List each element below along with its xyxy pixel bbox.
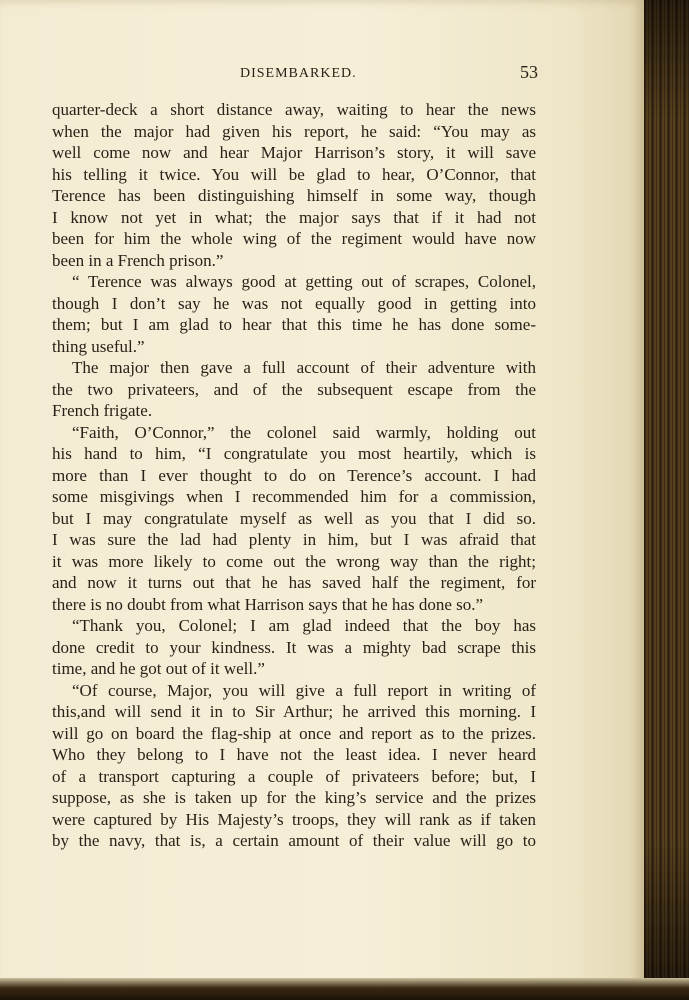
- text-line: French frigate.: [52, 401, 153, 420]
- text-line: by the navy, that is, a certain amount of their value will go to: [52, 831, 536, 850]
- text-line: some misgivings when I recommended him for a commission,: [52, 487, 536, 506]
- text-line: his telling it twice. You will be glad to hear, O’Connor, that: [52, 164, 536, 184]
- text-line: “Faith, O’Connor,” the colonel said warmly, holding out: [72, 422, 536, 442]
- text-line: “ Terence was always good at getting out of scrapes, Colonel,: [72, 272, 536, 291]
- text-line: there is no doubt from what Harrison says that he has done so.”: [52, 594, 484, 614]
- text-line: been in a French prison.”: [52, 250, 224, 270]
- text-line: more than I ever thought to do on Terence’s account. I had: [52, 465, 536, 485]
- text-line: “Thank you, Colonel; I am glad indeed that the boy has: [72, 616, 536, 635]
- text-line: his hand to him, “I congratulate you most heartily, which is: [52, 444, 536, 463]
- text-line: well come now and hear Major Harrison’s story, it will save: [52, 143, 536, 162]
- text-line: been for him the whole wing of the regiment would have now: [52, 229, 536, 248]
- text-line: and now it turns out that he has saved half the regiment, for: [52, 573, 536, 592]
- text-line: when the major had given his report, he said: “You may as: [52, 121, 536, 141]
- page-bottom-edge: [0, 978, 689, 1000]
- page-number: 53: [520, 62, 538, 82]
- text-line: them; but I am glad to hear that this time he has done some-: [52, 315, 536, 334]
- page-header: [52, 62, 538, 86]
- text-line: Who they belong to I have not the least idea. I never heard: [52, 745, 536, 764]
- text-line: suppose, as she is taken up for the king’s service and the prizes: [52, 788, 536, 807]
- text-line: though I don’t say he was not equally good in getting into: [52, 293, 536, 313]
- text-line: Terence has been distinguishing himself in some way, though: [52, 186, 536, 205]
- text-line: the two privateers, and of the subsequent escape from the: [52, 379, 536, 399]
- text-line: quarter-deck a short distance away, waiting to hear the news: [52, 100, 536, 119]
- text-line: The major then gave a full account of their adventure with: [72, 358, 536, 377]
- text-line: will go on board the flag-ship at once and report as to the prizes.: [52, 723, 536, 743]
- text-line: of a transport capturing a couple of privateers before; but, I: [52, 766, 536, 786]
- text-line: were captured by His Majesty’s troops, they will rank as if taken: [52, 809, 536, 829]
- text-line: done credit to your kindness. It was a mighty bad scrape this: [52, 637, 536, 657]
- text-line: thing useful.”: [52, 336, 145, 356]
- text-line: I was sure the lad had plenty in him, but I was afraid that: [52, 530, 536, 549]
- text-line: I know not yet in what; the major says that if it had not: [52, 207, 536, 227]
- text-line: “Of course, Major, you will give a full report in writing of: [72, 680, 536, 700]
- fore-edge-shadow: [644, 0, 689, 990]
- text-line: this,and will send it in to Sir Arthur; he arrived this morning. I: [52, 702, 536, 721]
- running-head: DISEMBARKED.: [240, 66, 357, 81]
- text-line: but I may congratulate myself as well as you that I did so.: [52, 508, 536, 528]
- body-text: [52, 99, 536, 852]
- text-line: time, and he got out of it well.”: [52, 659, 265, 678]
- text-line: it was more likely to come out the wrong way than the right;: [52, 551, 536, 571]
